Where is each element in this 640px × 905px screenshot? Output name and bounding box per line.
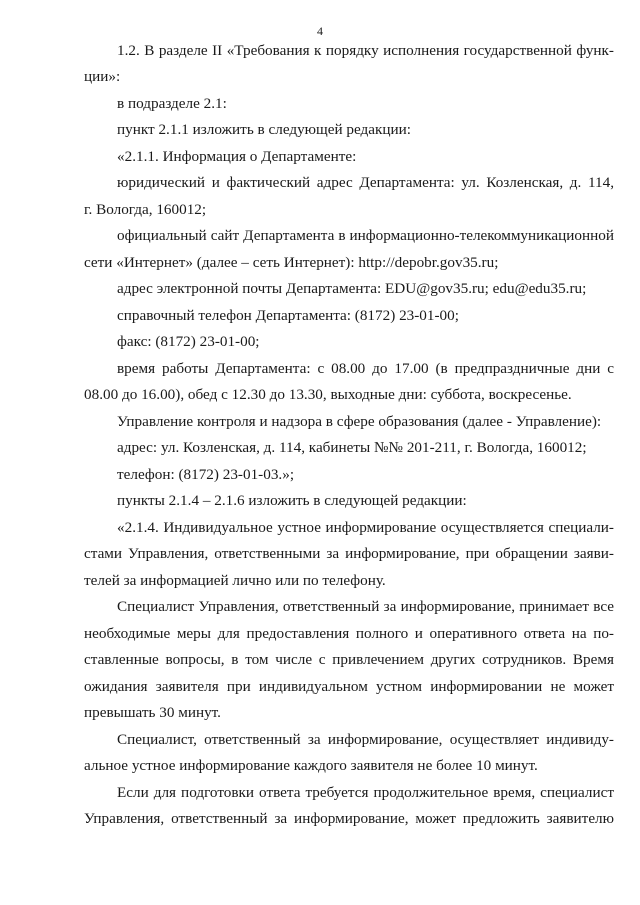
- text-line: 08.00 до 16.00), обед с 12.30 до 13.30, выходные дни: суббота, воскресенье.: [84, 386, 572, 403]
- text-line: пункт 2.1.1 изложить в следующей редакции:: [117, 121, 411, 138]
- text-line: Управление контроля и надзора в сфере образования (далее - Управление):: [117, 413, 602, 430]
- text-line: ожидания заявителя при индивидуальном устном информировании не может: [84, 678, 614, 695]
- text-line: «2.1.1. Информация о Департаменте:: [117, 148, 357, 165]
- text-line: адрес: ул. Козленская, д. 114, кабинеты №№ 201-211, г. Вологда, 160012;: [117, 439, 587, 456]
- text-line: в подразделе 2.1:: [117, 95, 227, 112]
- text-line: г. Вологда, 160012;: [84, 201, 207, 218]
- text-line: необходимые меры для предоставления полного и оперативного ответа на по-: [84, 625, 614, 642]
- text-line: официальный сайт Департамента в информационно-телекоммуникационной: [117, 227, 614, 244]
- text-line: Специалист, ответственный за информирование, осуществляет индивиду-: [117, 731, 614, 748]
- text-line: альное устное информирование каждого заявителя не более 10 минут.: [84, 757, 538, 774]
- text-line: стами Управления, ответственными за информирование, при обращении заяви-: [84, 545, 614, 562]
- text-line: справочный телефон Департамента: (8172) 23-01-00;: [117, 307, 459, 324]
- text-line: юридический и фактический адрес Департамента: ул. Козленская, д. 114,: [117, 174, 614, 191]
- text-line: Если для подготовки ответа требуется продолжительное время, специалист: [117, 784, 614, 801]
- text-line: ставленные вопросы, в том числе с привлечением других сотрудников. Время: [84, 651, 614, 668]
- text-line: «2.1.4. Индивидуальное устное информирование осуществляется специали-: [117, 519, 614, 536]
- text-line: превышать 30 минут.: [84, 704, 221, 721]
- text-line: пункты 2.1.4 – 2.1.6 изложить в следующей редакции:: [117, 492, 467, 509]
- text-line: Управления, ответственный за информирование, может предложить заявителю: [84, 810, 614, 827]
- text-line: телефон: (8172) 23-01-03.»;: [117, 466, 295, 483]
- text-line: время работы Департамента: с 08.00 до 17.00 (в предпраздничные дни с: [117, 360, 614, 377]
- text-line: сети «Интернет» (далее – сеть Интернет): http://depobr.gov35.ru;: [84, 254, 499, 271]
- text-line: телей за информацией лично или по телефону.: [84, 572, 386, 589]
- text-line: факс: (8172) 23-01-00;: [117, 333, 260, 350]
- text-line: Специалист Управления, ответственный за информирование, принимает все: [117, 598, 614, 615]
- page-number: 4: [317, 24, 323, 38]
- text-line: 1.2. В разделе II «Требования к порядку исполнения государственной функ-: [117, 42, 614, 59]
- text-line: ции»:: [84, 68, 121, 85]
- text-line: адрес электронной почты Департамента: EDU@gov35.ru; edu@edu35.ru;: [117, 280, 587, 297]
